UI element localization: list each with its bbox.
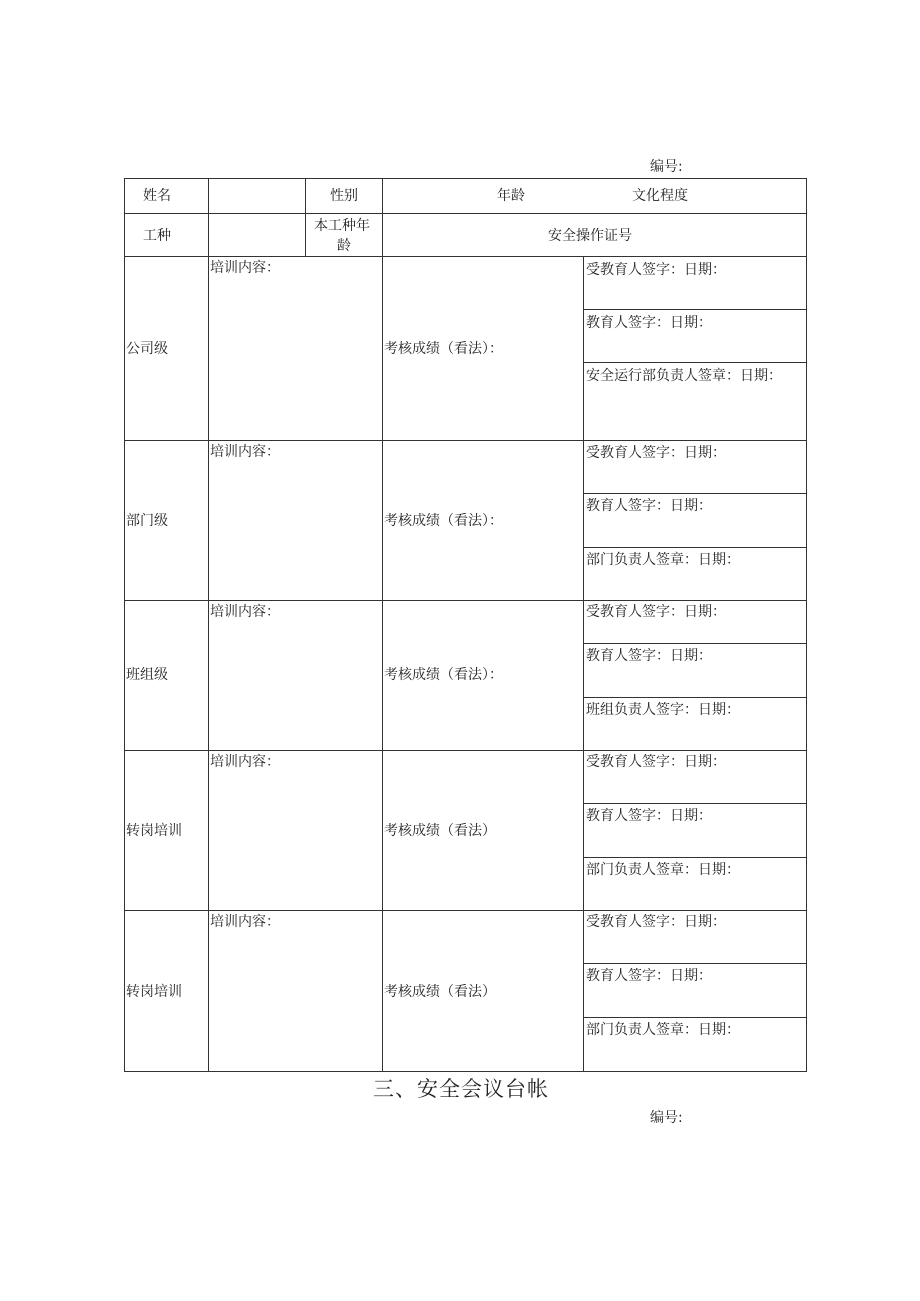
- signature-trainer: 教育人签字：日期：: [586, 648, 712, 664]
- signature-rule: [583, 697, 807, 698]
- work-type-years-label-line1: 本工种年: [314, 218, 370, 234]
- training-content-label: 培训内容：: [210, 914, 280, 930]
- signature-supervisor: 安全运行部负责人签章：日期：: [586, 368, 782, 384]
- table-border-bottom: [124, 1071, 807, 1072]
- level-label: 转岗培训: [126, 823, 182, 839]
- table-rule: [124, 600, 807, 601]
- table-col-rule: [305, 178, 306, 257]
- signature-trainee: 受教育人签字：日期：: [586, 262, 726, 278]
- name-value-cell[interactable]: [209, 179, 304, 212]
- signature-rule: [583, 1017, 807, 1018]
- document-number-label-bottom: 编号:: [650, 1110, 683, 1126]
- signature-trainee: 受教育人签字：日期：: [586, 604, 726, 620]
- table-col-rule: [583, 256, 584, 1072]
- table-rule: [124, 910, 807, 911]
- signature-supervisor: 部门负责人签章：日期：: [586, 862, 740, 878]
- name-label: 姓名: [143, 188, 171, 204]
- level-label: 转岗培训: [126, 984, 182, 1000]
- signature-rule: [583, 643, 807, 644]
- assessment-label: 考核成绩（看法）：: [384, 341, 503, 357]
- level-label: 班组级: [126, 667, 168, 683]
- assessment-label: 考核成绩（看法）: [384, 823, 496, 839]
- safety-cert-label: 安全操作证号: [548, 228, 632, 244]
- table-rule: [124, 256, 807, 257]
- signature-rule: [583, 857, 807, 858]
- signature-rule: [583, 309, 807, 310]
- table-col-rule: [208, 178, 209, 1072]
- level-label: 部门级: [126, 513, 168, 529]
- signature-supervisor: 部门负责人签章：日期：: [586, 552, 740, 568]
- education-label: 文化程度: [632, 188, 688, 204]
- section-title: 三、安全会议台帐: [373, 1077, 549, 1101]
- table-border-left: [124, 178, 125, 1072]
- signature-rule: [583, 547, 807, 548]
- training-content-label: 培训内容：: [210, 604, 280, 620]
- training-content-label: 培训内容：: [210, 754, 280, 770]
- signature-trainee: 受教育人签字：日期：: [586, 914, 726, 930]
- training-content-label: 培训内容：: [210, 444, 280, 460]
- gender-label: 性别: [330, 188, 358, 204]
- signature-trainer: 教育人签字：日期：: [586, 808, 712, 824]
- table-rule: [124, 750, 807, 751]
- signature-rule: [583, 803, 807, 804]
- table-col-rule: [382, 178, 383, 1072]
- signature-trainer: 教育人签字：日期：: [586, 315, 712, 331]
- work-type-label: 工种: [143, 228, 171, 244]
- table-border-right: [806, 178, 807, 1072]
- work-type-value-cell[interactable]: [209, 214, 304, 255]
- signature-supervisor: 班组负责人签字：日期：: [586, 702, 740, 718]
- signature-rule: [583, 493, 807, 494]
- signature-trainee: 受教育人签字：日期：: [586, 754, 726, 770]
- table-rule: [124, 440, 807, 441]
- document-number-label: 编号:: [650, 159, 683, 175]
- signature-supervisor: 部门负责人签章：日期：: [586, 1022, 740, 1038]
- signature-trainer: 教育人签字：日期：: [586, 968, 712, 984]
- work-type-years-label-line2: 龄: [337, 238, 351, 254]
- signature-trainer: 教育人签字：日期：: [586, 498, 712, 514]
- assessment-label: 考核成绩（看法）：: [384, 667, 503, 683]
- age-label: 年龄: [497, 188, 525, 204]
- level-label: 公司级: [126, 341, 168, 357]
- assessment-label: 考核成绩（看法）：: [384, 513, 503, 529]
- signature-rule: [583, 963, 807, 964]
- assessment-label: 考核成绩（看法）: [384, 984, 496, 1000]
- signature-rule: [583, 362, 807, 363]
- training-content-label: 培训内容：: [210, 260, 280, 276]
- signature-trainee: 受教育人签字：日期：: [586, 445, 726, 461]
